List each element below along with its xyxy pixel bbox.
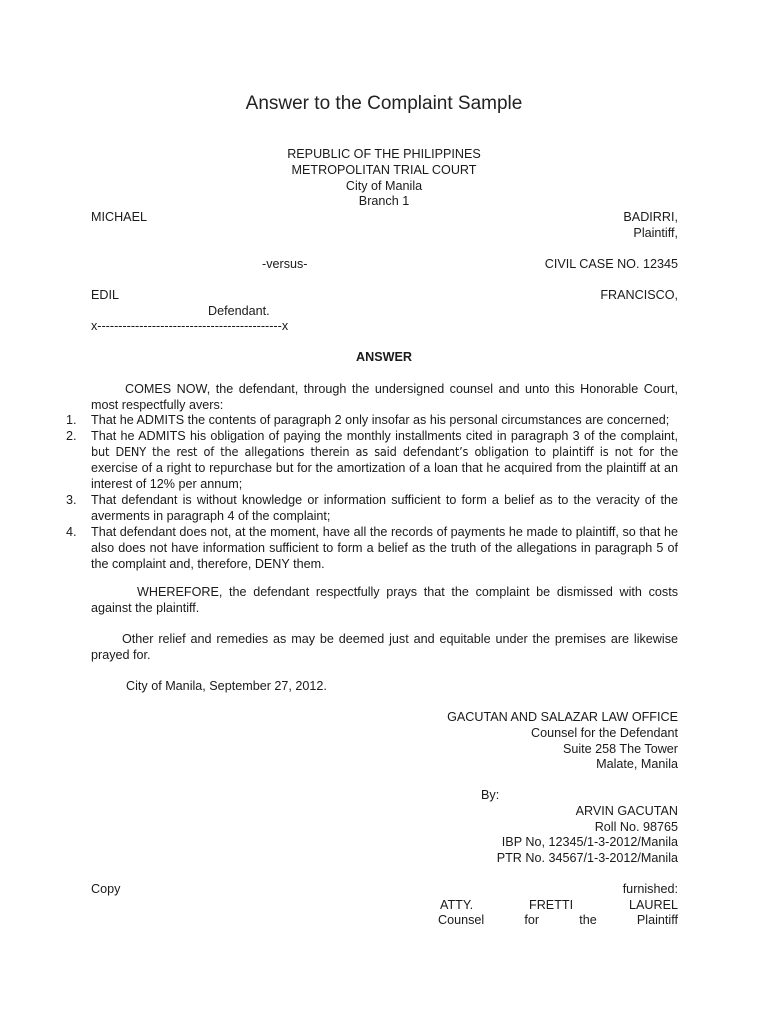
copy-furnished-line — [91, 881, 678, 897]
item-text: That defendant does not, at the moment, have all the records of payments he made to plaintiff, so that he also does not have information sufficient to form a belief as the truth of the allegations in paragraph 5 of the complaint and, therefore, DENY them. — [91, 525, 678, 571]
opposing-counsel-name — [440, 897, 678, 913]
furnished-word: furnished: — [622, 882, 678, 896]
caption-separator: x--------------------------------------------x — [91, 319, 289, 333]
wherefore-paragraph: WHEREFORE, the defendant respectfully prays that the complaint be dismissed with costs against the plaintiff. — [91, 585, 678, 615]
copy-word: Copy — [91, 882, 121, 896]
item-text: That he ADMITS the contents of paragraph 2 only insofar as his personal circumstances are concerned; — [91, 413, 670, 427]
defendant-last-name: FRANCISCO, — [600, 288, 678, 302]
ptr-number: PTR No. 34567/1-3-2012/Manila — [496, 851, 678, 865]
counsel-address-line1: Suite 258 The Tower — [562, 742, 678, 756]
atty-word: LAUREL — [628, 898, 678, 912]
defendant-first-name: EDIL — [91, 288, 119, 302]
list-item — [66, 428, 678, 492]
plaintiff-role: Plaintiff, — [633, 226, 678, 240]
versus-label: -versus- — [262, 257, 308, 271]
atty-word: ATTY. — [440, 898, 474, 912]
other-relief-paragraph: Other relief and remedies as may be deemed just and equitable under the premises are likewise prayed for. — [91, 632, 678, 662]
role-word: the — [579, 913, 597, 927]
list-item — [66, 412, 678, 428]
item-text-part: but DENY the rest of the allegations therein as said defendant’s obligation to plaintiff is not for the — [91, 444, 678, 459]
law-office-name: GACUTAN AND SALAZAR LAW OFFICE — [447, 710, 678, 724]
court-city: City of Manila — [345, 179, 423, 193]
roll-number: Roll No. 98765 — [594, 820, 678, 834]
item-number: 2. — [66, 429, 77, 443]
averments-list — [66, 412, 678, 572]
by-label: By: — [481, 788, 500, 802]
item-text-part: That he ADMITS his obligation of paying the monthly installments cited in paragraph 3 of the complaint, — [91, 429, 678, 443]
ibp-number: IBP No, 12345/1-3-2012/Manila — [501, 835, 678, 849]
document-title: Answer to the Complaint Sample — [245, 93, 523, 114]
role-word: for — [524, 913, 540, 927]
opposing-counsel-role — [438, 912, 678, 928]
item-text: That defendant is without knowledge or information sufficient to form a belief as to the veracity of the averments in paragraph 4 of the complaint; — [91, 493, 678, 523]
plaintiff-first-name: MICHAEL — [91, 210, 147, 224]
item-text-part: exercise of a right to repurchase but for the amortization of a loan that he acquired from the plaintiff at an interest of 12% per annum; — [91, 461, 678, 491]
list-item — [66, 524, 678, 572]
court-name: METROPOLITAN TRIAL COURT — [291, 163, 477, 177]
list-item — [66, 492, 678, 524]
court-country: REPUBLIC OF THE PHILIPPINES — [287, 147, 481, 161]
defendant-name-line — [91, 287, 678, 303]
role-word: Plaintiff — [636, 913, 678, 927]
defendant-role: Defendant. — [208, 304, 270, 318]
counsel-role: Counsel for the Defendant — [530, 726, 678, 740]
intro-paragraph: COMES NOW, the defendant, through the undersigned counsel and unto this Honorable Court, most respectfully avers: — [91, 382, 678, 412]
court-branch: Branch 1 — [358, 194, 410, 208]
plaintiff-last-name: BADIRRI, — [623, 210, 678, 224]
plaintiff-name-line — [91, 209, 678, 225]
item-number: 3. — [66, 493, 77, 507]
answer-heading: ANSWER — [356, 350, 412, 364]
case-number: CIVIL CASE NO. 12345 — [544, 257, 678, 271]
item-number: 4. — [66, 525, 77, 539]
counsel-address-line2: Malate, Manila — [596, 757, 678, 771]
attorney-name: ARVIN GACUTAN — [575, 804, 678, 818]
role-word: Counsel — [438, 913, 485, 927]
place-and-date: City of Manila, September 27, 2012. — [126, 679, 327, 693]
atty-word: FRETTI — [529, 898, 574, 912]
item-number: 1. — [66, 413, 77, 427]
